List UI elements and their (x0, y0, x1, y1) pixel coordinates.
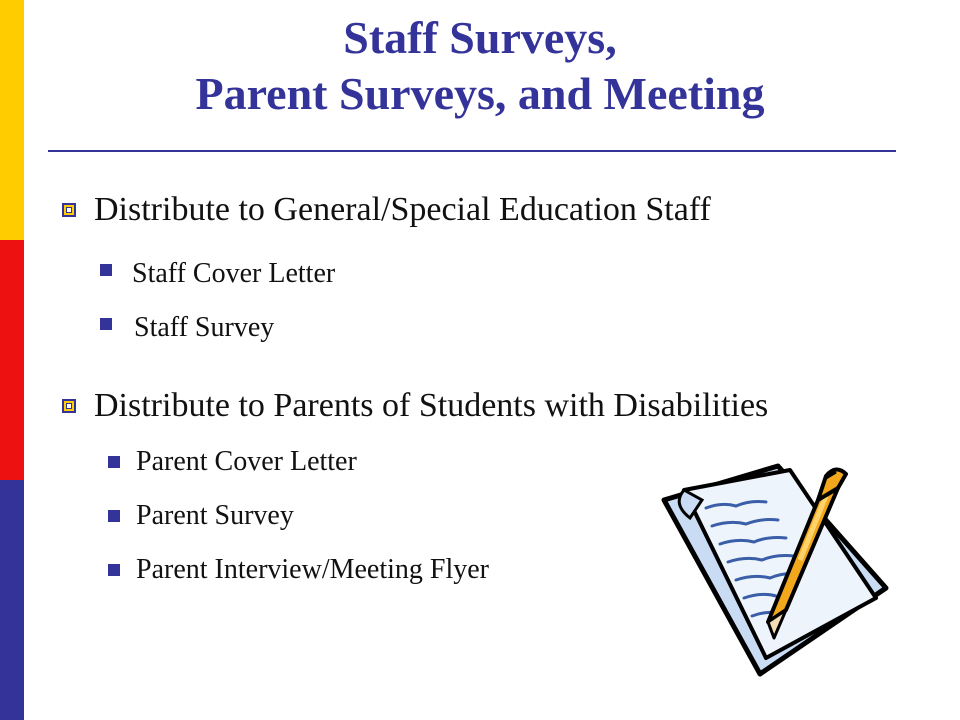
sub-bullet-square-icon (108, 456, 120, 468)
bullet-square-icon (62, 203, 76, 217)
bullet-text: Distribute to Parents of Students with Disabilities (94, 387, 769, 424)
sub-bullet-text: Staff Cover Letter (132, 258, 336, 289)
sub-bullet-square-icon (108, 510, 120, 522)
title-line-2: Parent Surveys, and Meeting (195, 68, 765, 119)
notepad-with-pencil-icon (650, 460, 900, 680)
sub-bullet-square-icon (108, 564, 120, 576)
slide-title (48, 10, 912, 122)
sub-bullet-text: Parent Interview/Meeting Flyer (136, 554, 490, 585)
sub-bullet-text: Parent Cover Letter (136, 446, 357, 477)
accent-bar-blue (0, 480, 24, 720)
bullet-text: Distribute to General/Special Education Staff (94, 191, 711, 228)
sub-bullet-square-icon (100, 318, 112, 330)
accent-bar-red (0, 240, 24, 480)
sub-bullet-text: Parent Survey (136, 500, 294, 531)
sub-bullet-square-icon (100, 264, 112, 276)
bullet-square-icon (62, 399, 76, 413)
sub-bullet-text: Staff Survey (134, 312, 275, 343)
title-line-1: Staff Surveys, (343, 12, 617, 63)
accent-bar-yellow (0, 0, 24, 240)
title-divider (48, 150, 896, 152)
